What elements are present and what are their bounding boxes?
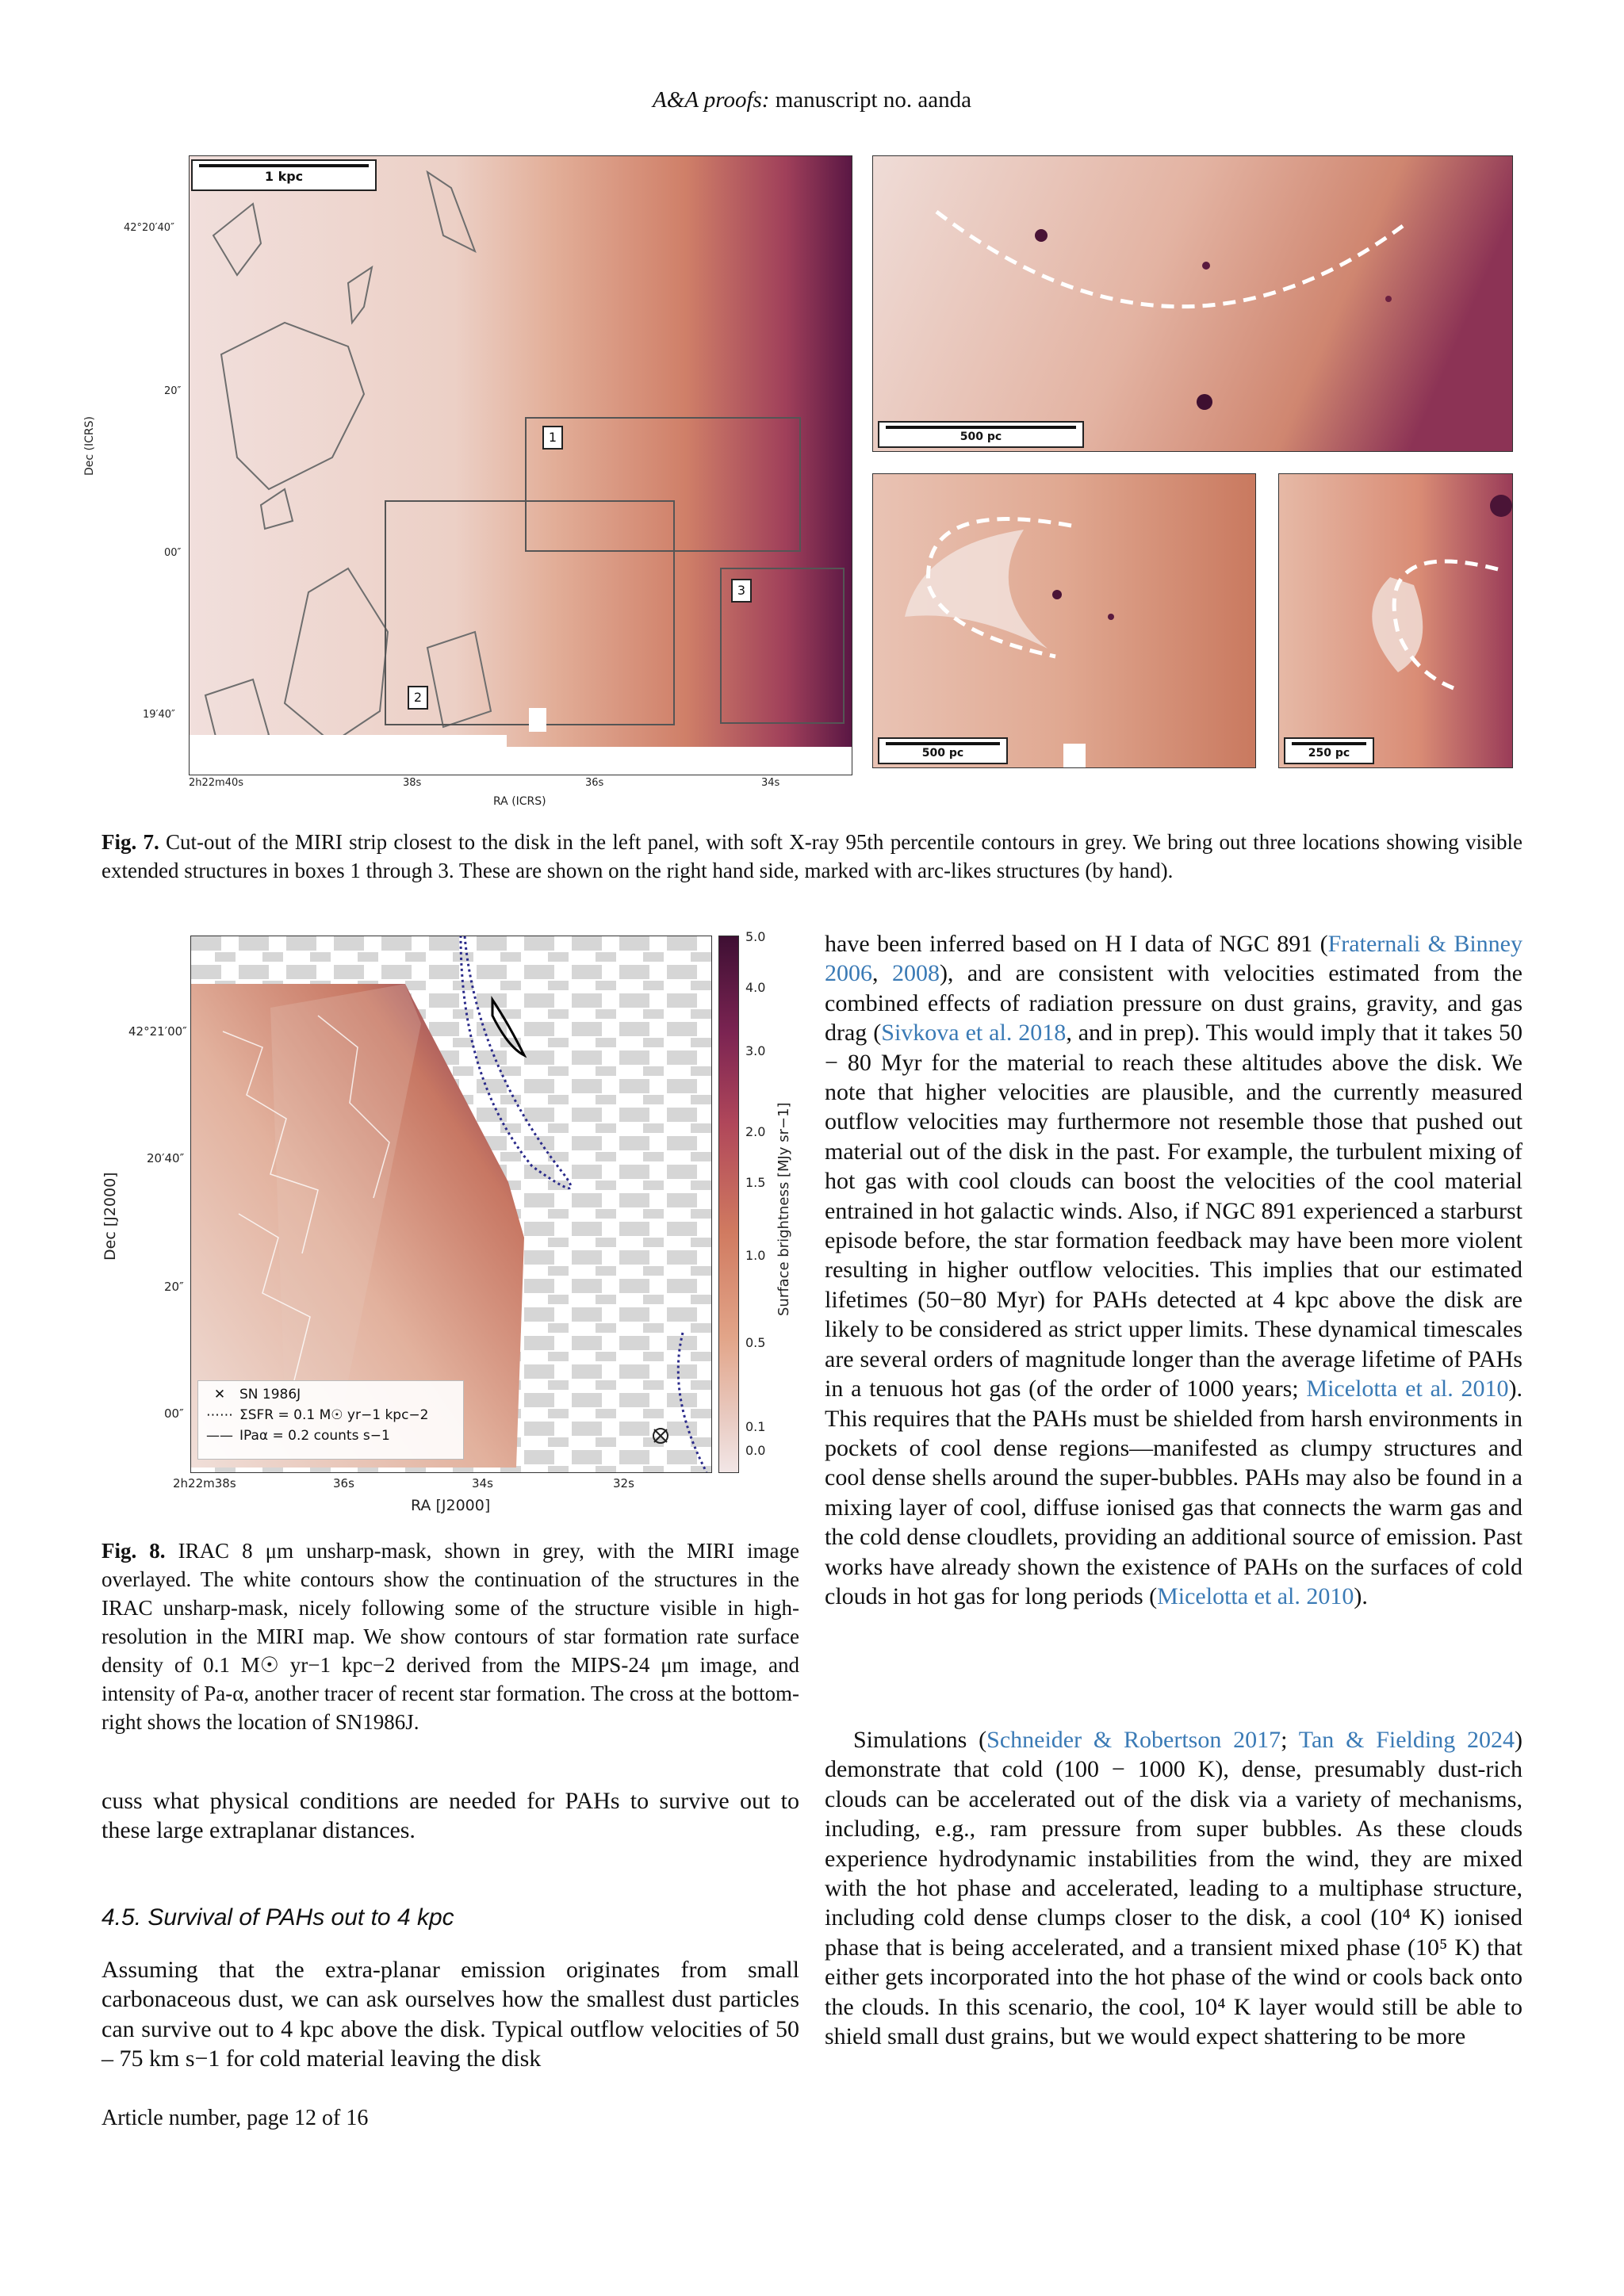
fig8-xtick: 32s — [613, 1476, 634, 1490]
fig7-box2-image — [873, 474, 1255, 767]
fig7-xlabel: RA (ICRS) — [493, 795, 546, 808]
fig7-xtick: 2h22m40s — [189, 777, 244, 789]
citation-link[interactable]: Fraternali & Binney 2006 — [825, 931, 1522, 987]
section-title: 4.5. Survival of PAHs out to 4 kpc — [102, 1904, 454, 1931]
right-col-paragraph-2: Simulations (Schneider & Robertson 2017; Tan & Fielding 2024) demonstrate that cold (100 − 1000 K), dense, presumably dust-rich clouds can be accelerated out of the disk via a variety of mechanisms, including, e.g., ram pressure from super bubbles. As these clouds experience hydrodynamic instabilities from the wind, they are mixed with the hot phase and accelerated, leading to a multiphase structure, including cold dense clumps closer to the disk, a cool (10⁴ K) ionised phase that is being accelerated, and a transient mixed phase (10⁵ K) that either gets incorporated into the hot phase of the wind or cools back onto the clouds. In this scenario, the cool, 10⁴ K layer would still be able to shield small dust grains, but we would expect shattering to be more — [825, 1727, 1522, 2050]
fig8-xtick: 36s — [333, 1476, 354, 1490]
fig7-box3-image — [1279, 474, 1512, 767]
fig8-colorbar — [718, 936, 739, 1473]
fig7-xtick: 34s — [761, 777, 780, 789]
colorbar-tick: 1.0 — [745, 1248, 766, 1263]
colorbar-tick: 3.0 — [745, 1043, 766, 1058]
fig8-caption: Fig. 8. IRAC 8 μm unsharp-mask, shown in grey, with the MIRI image overlayed. The white contours show the continuation of the structures in the IRAC unsharp-mask, nicely following some of the structure visible in high-resolution in the MIRI map. We show contours of star formation rate surface density of 0.1 M☉ yr−1 kpc−2 derived from the MIPS-24 μm image, and intensity of Pa-α, another tracer of recent star formation. The cross at the bottom-right shows the location of SN1986J. — [102, 1539, 799, 1734]
fig8-xtick: 34s — [472, 1476, 493, 1490]
fig8-ytick: 42°21′00″ — [128, 1024, 187, 1039]
fig7-main-panel — [189, 155, 852, 775]
fig7-box2-scalebar: 500 pc — [878, 737, 1008, 764]
fig7-ylabel: Dec (ICRS) — [83, 416, 96, 476]
running-header: A&A proofs: manuscript no. aanda — [653, 87, 971, 113]
fig7-box1-image — [873, 156, 1512, 451]
colorbar-tick: 0.0 — [745, 1443, 766, 1458]
fig7-ytick: 20″ — [164, 385, 182, 397]
fig8-legend: ✕ SN 1986J ⋯⋯ ΣSFR = 0.1 M☉ yr−1 kpc−2 —— IPaα = 0.2 counts s−1 — [197, 1380, 464, 1460]
left-col-paragraph-1: cuss what physical conditions are needed for PAHs to survive out to these large extraplanar distances. — [102, 1788, 799, 1844]
fig8-ytick: 00″ — [164, 1406, 184, 1421]
fig8-ytick: 20″ — [164, 1280, 184, 1294]
fig7-xtick: 38s — [403, 777, 422, 789]
fig7-ytick: 00″ — [164, 547, 182, 559]
fig7-box1-scalebar: 500 pc — [878, 421, 1084, 448]
fig8-panel — [190, 936, 712, 1473]
fig7-ytick: 19′40″ — [143, 709, 175, 721]
box-label-1: 1 — [542, 426, 563, 450]
citation-link[interactable]: Sivkova et al. 2018 — [881, 1020, 1067, 1047]
colorbar-tick: 0.5 — [745, 1335, 766, 1350]
fig7-main-scalebar: 1 kpc — [191, 159, 377, 191]
right-col-paragraph-1: have been inferred based on H I data of NGC 891 (Fraternali & Binney 2006, 2008), and are consistent with velocities estimated from the combined effects of radiation pressure on dust grains, gravity, and gas drag (Sivkova et al. 2018, and in prep). This would imply that it takes 50 − 80 Myr for the material to reach these altitudes above the disk. We note that higher velocities are plausible, and the currently measured outflow velocities may furthermore not resemble those that pushed out material out of the disk in the past. For example, the turbulent mixing of hot gas with cool clouds can boost the velocities of the cool material entrained in hot galactic winds. Also, if NGC 891 experienced a starburst episode before, the star formation feedback may have been more violent resulting in higher outflow velocities. This implies that our estimated lifetimes (50−80 Myr) for PAHs detected at 4 kpc above the disk are likely to be considered as strict upper limits. These dynamical timescales are several orders of magnitude longer than the average lifetime of PAHs in a tenuous hot gas (of the order of 1000 years; Micelotta et al. 2010). This requires that the PAHs must be shielded from harsh environments in pockets of cool dense regions—manifested as clumpy structures and cool dense shells around the super-bubbles. PAHs may also be found in a mixing layer of cool, diffuse ionised gas that connects the warm gas and the cold dense cloudlets, providing an additional source of emission. Past works have already shown the existence of PAHs on the surfaces of cold clouds in hot gas for long periods (Micelotta et al. 2010). — [825, 931, 1523, 1609]
fig7-main-image — [190, 156, 852, 775]
colorbar-label: Surface brightness [MJy sr−1] — [776, 1102, 792, 1316]
page-footer: Article number, page 12 of 16 — [102, 2106, 369, 2130]
citation-link[interactable]: Micelotta et al. 2010 — [1306, 1376, 1509, 1402]
citation-link[interactable]: 2008 — [891, 960, 940, 987]
citation-link[interactable]: Micelotta et al. 2010 — [1157, 1582, 1354, 1609]
colorbar-tick: 2.0 — [745, 1124, 766, 1139]
left-col-paragraph-2: Assuming that the extra-planar emission originates from small carbonaceous dust, we can ask ourselves how the smallest dust particles can survive out to 4 kpc above the disk. Typical outflow velocities of 50 – 75 km s−1 for cold material leaving the disk — [102, 1957, 799, 2072]
colorbar-tick: 0.1 — [745, 1419, 766, 1434]
citation-link[interactable]: Schneider & Robertson 2017 — [986, 1727, 1281, 1753]
fig7-box1-panel — [872, 155, 1513, 452]
fig7-box2-panel — [872, 473, 1256, 768]
fig8-ytick: 20′40″ — [147, 1151, 185, 1165]
fig8-xtick: 2h22m38s — [173, 1476, 236, 1490]
box-label-2: 2 — [408, 686, 428, 710]
fig7-ytick: 42°20′40″ — [124, 222, 174, 234]
fig7-caption: Fig. 7. Cut-out of the MIRI strip closest to the disk in the left panel, with soft X-ray 95th percentile contours in grey. We bring out three locations showing visible extended structures in boxes 1 through 3. These are shown on the right hand side, marked with arc-likes structures (by hand). — [102, 830, 1523, 882]
citation-link[interactable]: Tan & Fielding 2024 — [1298, 1727, 1515, 1753]
fig7-box3-panel — [1278, 473, 1513, 768]
fig7-xtick: 36s — [585, 777, 604, 789]
colorbar-tick: 1.5 — [745, 1175, 766, 1190]
colorbar-tick: 5.0 — [745, 929, 766, 944]
colorbar-tick: 4.0 — [745, 980, 766, 995]
fig7-box3-scalebar: 250 pc — [1284, 737, 1374, 764]
fig8-xlabel: RA [J2000] — [411, 1497, 491, 1514]
fig8-ylabel: Dec [J2000] — [102, 1172, 119, 1261]
box-label-3: 3 — [731, 579, 752, 603]
